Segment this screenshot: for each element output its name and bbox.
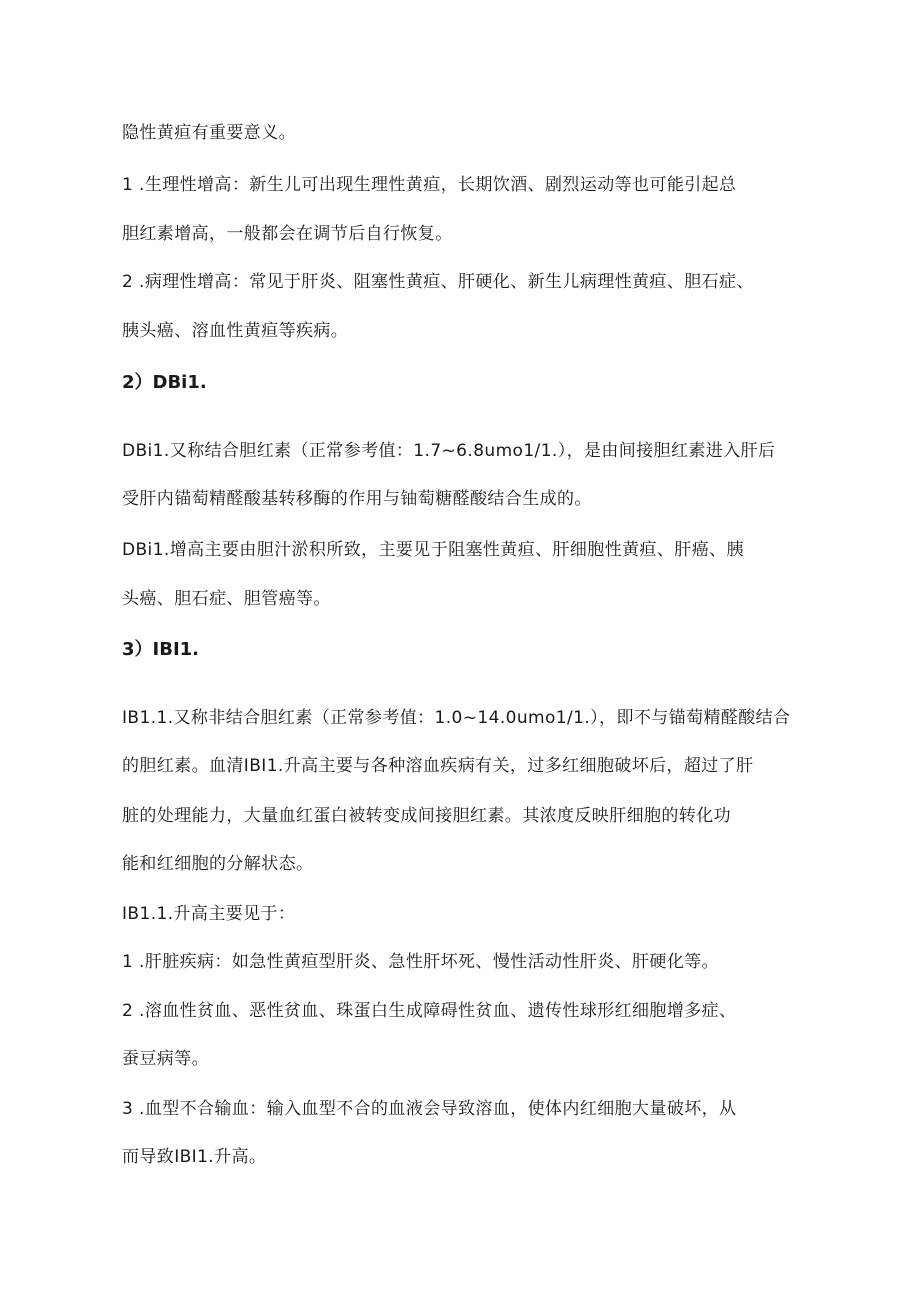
paragraph-line: 1 .生理性增高：新生儿可出现生理性黄疸，长期饮酒、剧烈运动等也可能引起总: [122, 175, 737, 195]
paragraph-line: 2 .病理性增高：常见于肝炎、阻塞性黄疸、肝硬化、新生儿病理性黄疸、胆石症、: [122, 272, 754, 292]
paragraph-line: 2 .溶血性贫血、恶性贫血、珠蛋白生成障碍性贫血、遗传性球形红细胞增多症、: [122, 1001, 737, 1021]
section-heading: 2）DBi1.: [122, 372, 207, 393]
paragraph-line: 的胆红素。血清IBI1.升高主要与各种溶血疾病有关，过多红细胞破坏后，超过了肝: [122, 756, 754, 776]
paragraph-line: IB1.1.又称非结合胆红素（正常参考值：1.0~14.0umo1/1.），即不与锚萄精醛酸结合: [122, 708, 791, 728]
paragraph-line: 1 .肝脏疾病：如急性黄疸型肝炎、急性肝坏死、慢性活动性肝炎、肝硬化等。: [122, 952, 720, 972]
paragraph-line: 而导致IBI1.升高。: [122, 1147, 267, 1167]
section-heading: 3）IBI1.: [122, 639, 200, 660]
paragraph-line: IB1.1.升高主要见于：: [122, 904, 296, 924]
paragraph-line: 3 .血型不合输血：输入血型不合的血液会导致溶血，使体内红细胞大量破坏，从: [122, 1099, 737, 1119]
paragraph-line: 能和红细胞的分解状态。: [122, 854, 314, 874]
paragraph-line: DBi1.增高主要由胆汁淤积所致，主要见于阻塞性黄疸、肝细胞性黄疸、肝癌、胰: [122, 540, 744, 560]
paragraph-line: DBi1.又称结合胆红素（正常参考值：1.7~6.8umo1/1.），是由间接胆红素进入肝后: [122, 441, 776, 461]
paragraph-line: 脏的处理能力，大量血红蛋白被转变成间接胆红素。其浓度反映肝细胞的转化功: [122, 806, 731, 826]
paragraph-line: 胰头癌、溶血性黄疸等疾病。: [122, 321, 349, 341]
paragraph-line: 蚕豆病等。: [122, 1049, 209, 1069]
paragraph-line: 头癌、胆石症、胆管癌等。: [122, 589, 331, 609]
paragraph-line: 隐性黄疸有重要意义。: [122, 123, 296, 143]
paragraph-line: 受肝内锚萄精醛酸基转移酶的作用与铀萄糖醛酸结合生成的。: [122, 489, 592, 509]
paragraph-line: 胆红素增高，一般都会在调节后自行恢复。: [122, 224, 453, 244]
